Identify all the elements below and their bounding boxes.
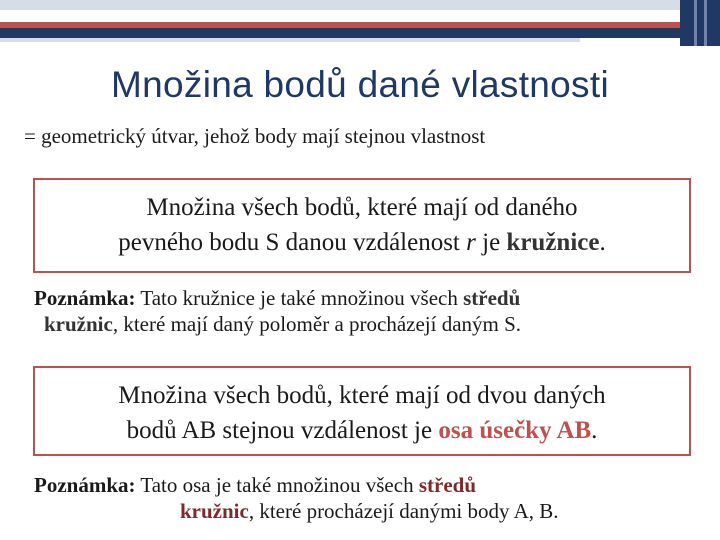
definition-text: je — [475, 229, 507, 256]
corner-stripe — [694, 0, 697, 46]
definition-box-circle — [33, 178, 691, 273]
term-stredu: středů — [463, 286, 521, 310]
term-stredu: středů — [418, 473, 476, 497]
definition-text: pevného bodu S danou vzdálenost — [118, 229, 467, 256]
corner-stripe — [704, 0, 707, 46]
definition-line-2 — [35, 225, 689, 260]
note-text: Tato osa je také množinou všech — [135, 473, 419, 497]
definition-box-bisector — [33, 366, 691, 456]
header-navy-stripe — [0, 28, 720, 38]
header-bar — [0, 0, 720, 10]
definition-line-2 — [35, 413, 689, 448]
definition-end: . — [599, 229, 606, 256]
note-line-1 — [34, 285, 694, 311]
definition-text: bodů AB stejnou vzdálenost je — [126, 417, 439, 444]
note-bisector — [34, 472, 694, 524]
header-light-stripe — [0, 38, 580, 42]
term-osa-usecky: osa úsečky AB — [438, 417, 592, 444]
slide-subtitle: = geometrický útvar, jehož body mají stejnou vlastnost — [24, 124, 486, 148]
note-line-1 — [34, 472, 694, 498]
note-text: , které mají daný poloměr a procházejí daným S. — [112, 312, 522, 336]
definition-line-1: Množina všech bodů, které mají od dvou daných — [118, 382, 606, 409]
note-text: , které procházejí danými body A, B. — [248, 499, 559, 523]
note-label: Poznámka: — [34, 473, 136, 497]
definition-line-1: Množina všech bodů, které mají od daného — [146, 194, 578, 221]
term-kruznic: kružnic — [44, 312, 113, 336]
note-label: Poznámka: — [34, 286, 136, 310]
definition-end: . — [591, 417, 598, 444]
term-kruznice: kružnice — [506, 229, 600, 256]
slide-title: Množina bodů dané vlastnosti — [111, 64, 609, 105]
term-kruznic: kružnic — [180, 499, 249, 523]
note-circle — [34, 285, 694, 337]
note-line-2 — [34, 498, 694, 524]
header-corner-block — [680, 0, 720, 46]
variable-r: r — [466, 229, 476, 256]
note-line-2 — [34, 311, 694, 337]
note-text: Tato kružnice je také množinou všech — [135, 286, 464, 310]
